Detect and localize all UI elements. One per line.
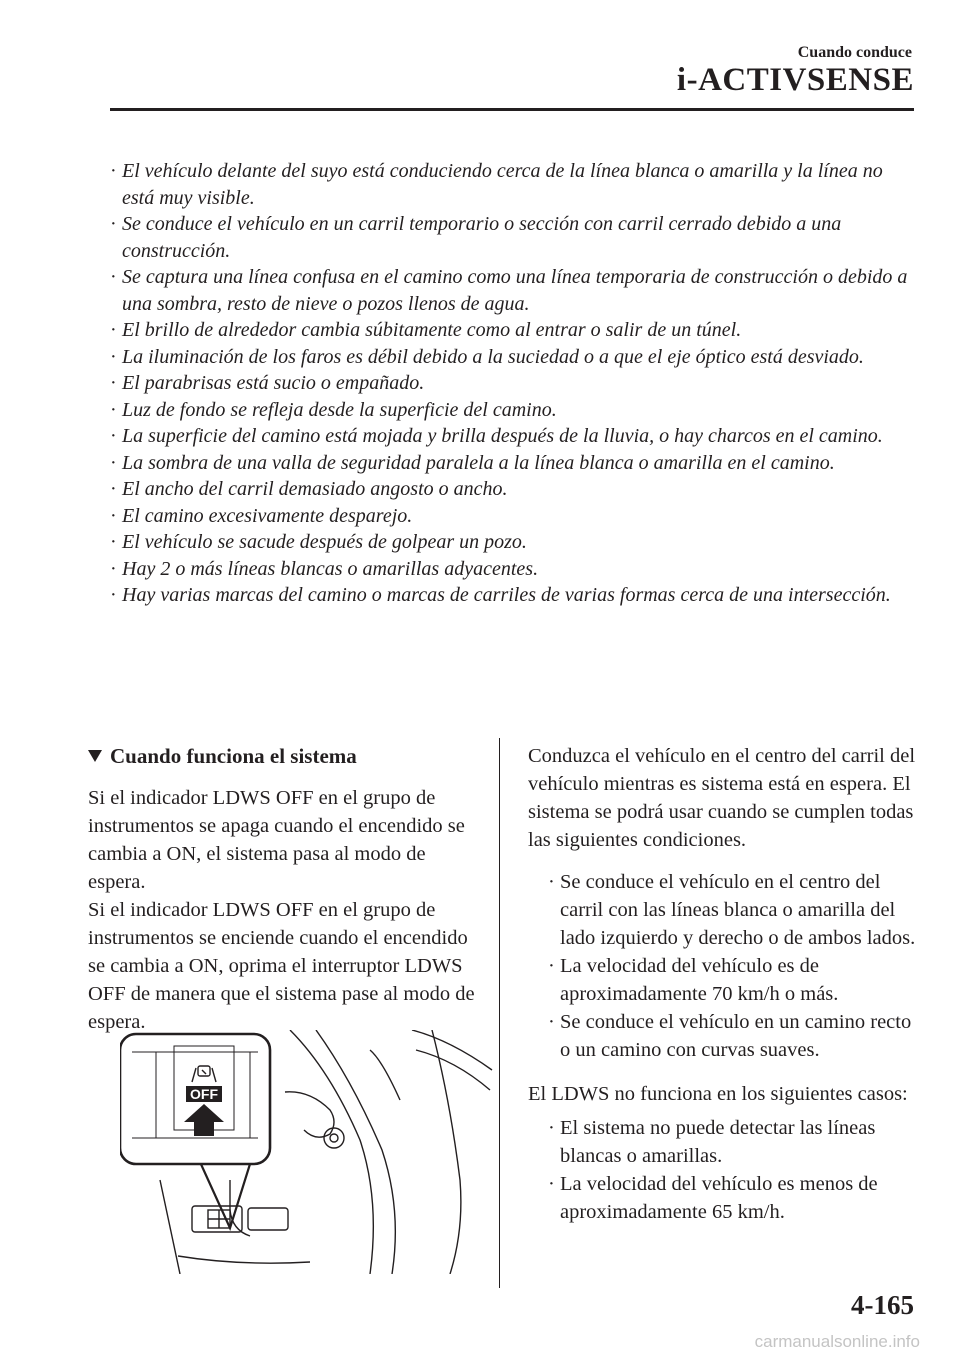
list-item: · El vehículo delante del suyo está conduciendo cerca de la línea blanca o amarilla y la línea no está muy visible. [110,158,910,211]
conditions-list [528,868,918,1064]
paragraph: Si el indicador LDWS OFF en el grupo de instrumentos se apaga cuando el encendido se cambia a ON, el sistema pasa al modo de espera. [88,787,465,893]
list-item: · Se conduce el vehículo en un carril temporario o sección con carril cerrado debido a una construcción. [110,211,910,264]
list-item: · Luz de fondo se refleja desde la superficie del camino. [110,397,910,424]
column-divider [499,738,500,1288]
list-item: · El camino excesivamente desparejo. [110,503,910,530]
list-item: · La velocidad del vehículo es de aproximadamente 70 km/h o más. [548,952,918,1008]
subsection-heading [88,742,480,770]
list-item: · El ancho del carril demasiado angosto o ancho. [110,476,910,503]
page-number: 4-165 [851,1290,914,1320]
list-item: · La sombra de una valla de seguridad paralela a la línea blanca o amarilla en el camino. [110,450,910,477]
switch-label: OFF [190,1086,218,1102]
triangle-down-icon [88,750,102,762]
paragraph: El LDWS no funciona en los siguientes casos: [528,1083,908,1105]
list-item: · El sistema no puede detectar las líneas blancas o amarillas. [548,1114,918,1170]
right-column [528,742,918,1242]
list-item: · La iluminación de los faros es débil debido a la suciedad o a que el eje óptico está desviado. [110,344,910,371]
list-item: · El vehículo se sacude después de golpear un pozo. [110,529,910,556]
left-column [88,742,480,1036]
list-item: · El parabrisas está sucio o empañado. [110,370,910,397]
chapter-title: i-ACTIVSENSE [676,62,914,98]
watermark: carmanualsonline.info [754,1332,920,1351]
list-item: · El brillo de alrededor cambia súbitamente como al entrar o salir de un túnel. [110,317,910,344]
list-item: · Se conduce el vehículo en el centro del carril con las líneas blanca o amarilla del lado izquierdo y derecho o de ambos lados. [548,868,918,952]
list-item: · La velocidad del vehículo es menos de aproximadamente 65 km/h. [548,1170,918,1226]
ldws-switch-illustration [120,1030,496,1274]
paragraph: Si el indicador LDWS OFF en el grupo de instrumentos se enciende cuando el encendido se cambia a ON, oprima el interruptor LDWS OFF de manera que el sistema pase al modo de espera. [88,899,475,1033]
list-item: · Se conduce el vehículo en un camino recto o un camino con curvas suaves. [548,1008,918,1064]
paragraph: Conduzca el vehículo en el centro del carril del vehículo mientras es sistema está en espera. El sistema se podrá usar cuando se cumplen todas las siguientes condiciones. [528,745,916,851]
conditions-list [110,158,910,609]
list-item: · La superficie del camino está mojada y brilla después de la lluvia, o hay charcos en el camino. [110,423,910,450]
list-item: · Hay 2 o más líneas blancas o amarillas adyacentes. [110,556,910,583]
list-item: · Hay varias marcas del camino o marcas de carriles de varias formas cerca de una intersección. [110,582,910,609]
section-title: Cuando conduce [797,44,912,61]
list-item: · Se captura una línea confusa en el camino como una línea temporaria de construcción o debido a una sombra, resto de nieve o pozos llenos de agua. [110,264,910,317]
cases-list [528,1114,918,1226]
subsection-heading-text: Cuando funciona el sistema [110,744,357,768]
header-rule [110,108,914,111]
